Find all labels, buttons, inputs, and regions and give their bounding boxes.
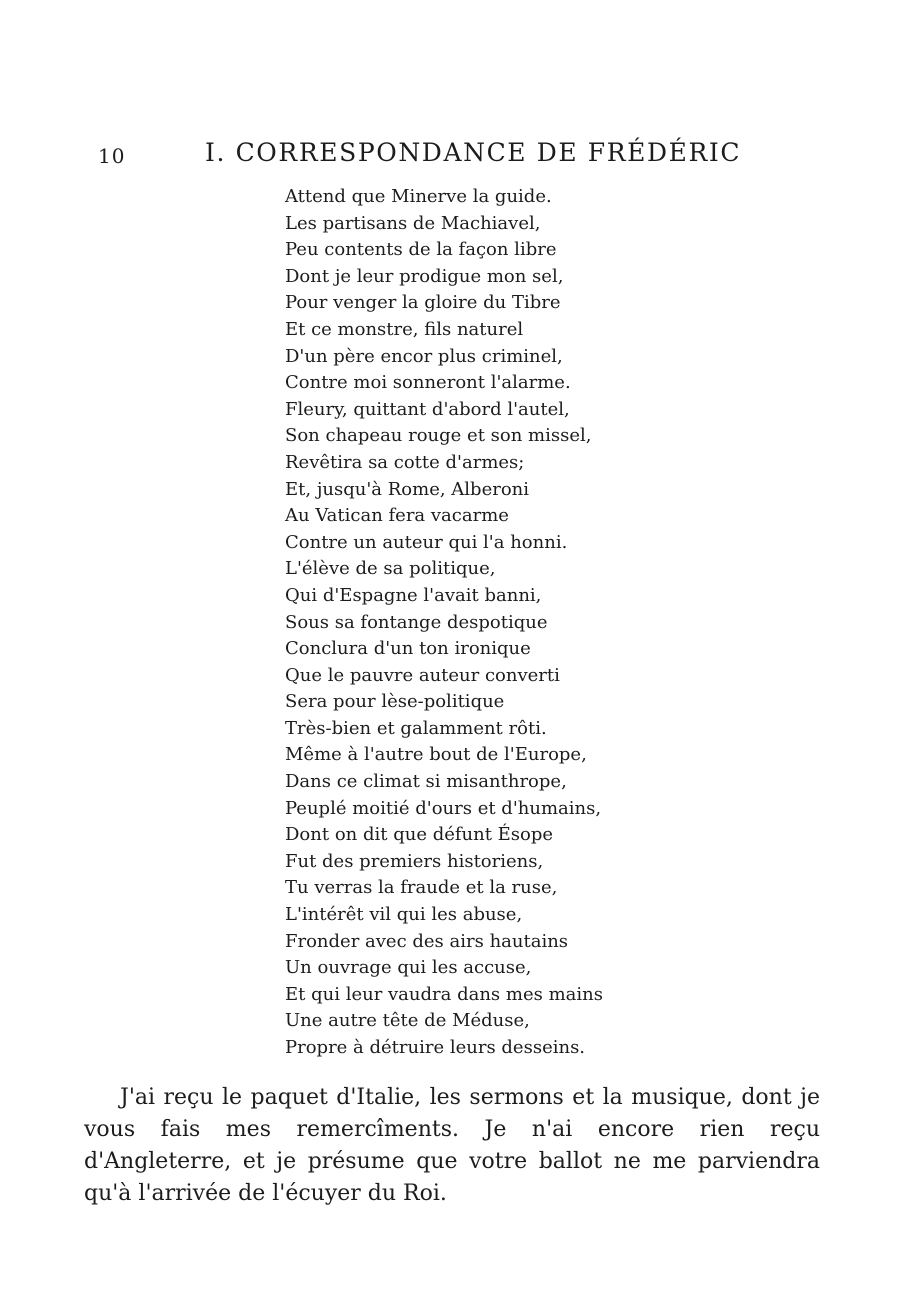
running-title: I. CORRESPONDANCE DE FRÉDÉRIC [205, 138, 742, 167]
poem-line: Fleury, quittant d'abord l'autel, [285, 398, 570, 420]
poem-line: Attend que Minerve la guide. [285, 186, 552, 207]
poem-line: Très-bien et galamment rôti. [285, 717, 547, 739]
poem-line: Au Vatican fera vacarme [285, 505, 509, 527]
poem-line: L'intérêt vil qui les abuse, [285, 904, 523, 926]
poem-line: Dans ce climat si misanthrope, [285, 771, 567, 793]
poem-line: Dont je leur prodigue mon sel, [285, 265, 564, 287]
poem-line: Les partisans de Machiavel, [285, 212, 541, 234]
poem-line: Et qui leur vaudra dans mes mains [285, 983, 603, 1005]
poem-line: Que le pauvre auteur converti [285, 664, 560, 686]
poem-line: Qui d'Espagne l'avait banni, [285, 584, 542, 606]
poem-line: Propre à détruire leurs desseins. [285, 1037, 586, 1058]
poem-line: Conclura d'un ton ironique [285, 638, 531, 660]
poem-line: Peuplé moitié d'ours et d'humains, [285, 797, 602, 819]
poem-line: Et, jusqu'à Rome, Alberoni [285, 478, 530, 500]
poem-line: Revêtira sa cotte d'armes; [285, 451, 525, 473]
poem-line: D'un père encor plus criminel, [285, 345, 563, 367]
poem-line: Pour venger la gloire du Tibre [285, 292, 561, 314]
poem-line: Son chapeau rouge et son missel, [285, 425, 592, 447]
poem [285, 184, 645, 1062]
poem-line: Un ouvrage qui les accuse, [285, 957, 532, 979]
poem-line: Fut des premiers historiens, [285, 850, 544, 872]
poem-line: Dont on dit que défunt Ésope [285, 824, 554, 846]
poem-line: Peu contents de la façon libre [285, 239, 557, 261]
poem-line: Et ce monstre, fils naturel [285, 318, 524, 340]
poem-line: L'élève de sa politique, [285, 558, 496, 580]
poem-line: Sera pour lèse-politique [285, 691, 505, 713]
poem-line: Tu verras la fraude et la ruse, [285, 877, 558, 899]
poem-line: Contre un auteur qui l'a honni. [285, 531, 568, 553]
poem-line: Fronder avec des airs hautains [285, 930, 569, 952]
poem-line: Sous sa fontange despotique [285, 611, 548, 633]
poem-line: Une autre tête de Méduse, [285, 1010, 530, 1032]
poem-line: Contre moi sonneront l'alarme. [285, 372, 571, 394]
page-number: 10 [98, 144, 126, 168]
prose-paragraph: J'ai reçu le paquet d'Italie, les sermons et la musique, dont je vous fais mes remercîments. Je n'ai encore rien reçu d'Angleterre, et je présume que votre ballot ne me parviendra qu'à l'arrivée de l'écuyer du Roi. [84, 1085, 820, 1206]
poem-line: Même à l'autre bout de l'Europe, [285, 744, 587, 766]
